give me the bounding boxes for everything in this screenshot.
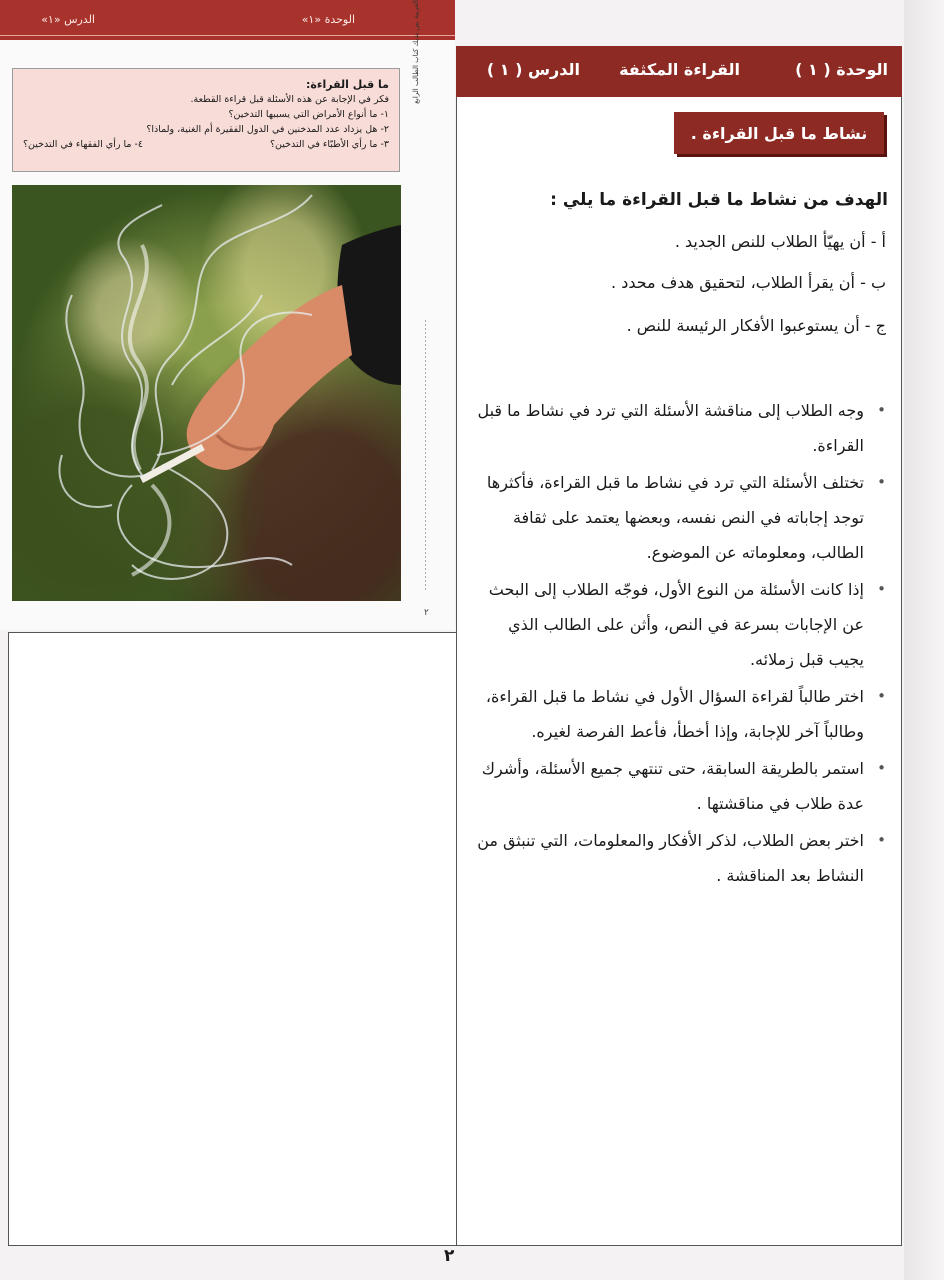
pre-reading-question-1: ١- ما أنواع الأمراض التي يسببها التدخين؟ — [228, 109, 389, 120]
bullet-icon: • — [877, 473, 886, 491]
list-item — [470, 679, 888, 749]
spine-dotted-line — [425, 320, 426, 590]
student-lesson-label: الدرس «١» — [41, 13, 95, 26]
cigarette-smoke-photo — [12, 185, 401, 601]
list-item — [470, 572, 888, 677]
instruction-list — [470, 393, 888, 895]
student-unit-label: الوحدة «١» — [301, 13, 355, 26]
bullet-icon: • — [877, 759, 886, 777]
lesson-label: الدرس ( ١ ) — [486, 60, 580, 79]
student-book-header — [0, 0, 455, 40]
activity-title: نشاط ما قبل القراءة . — [674, 112, 884, 154]
pre-reading-question-row — [23, 137, 389, 152]
page-number: ٢ — [444, 1246, 455, 1266]
pre-reading-question-4: ٤- ما رأي الفقهاء في التدخين؟ — [23, 139, 144, 150]
list-item-text: وجه الطلاب إلى مناقشة الأسئلة التي ترد في نشاط ما قبل القراءة. — [477, 401, 864, 455]
pre-reading-instruction: فكر في الإجابة عن هذه الأسئلة قبل قراءة القطعة. — [190, 94, 389, 105]
goal-heading: الهدف من نشاط ما قبل القراءة ما يلي : — [550, 190, 888, 210]
list-item-text: اختر بعض الطلاب، لذكر الأفكار والمعلومات، التي تنبثق من النشاط بعد المناقشة . — [477, 831, 864, 885]
unit-label: الوحدة ( ١ ) — [795, 60, 888, 79]
list-item — [470, 393, 888, 463]
pre-reading-title: ما قبل القراءة: — [305, 78, 389, 91]
list-item — [470, 751, 888, 821]
goal-item: ج - أن يستوعبوا الأفكار الرئيسة للنص . — [626, 316, 886, 335]
unit-title-bar — [456, 46, 902, 97]
smoke-illustration — [12, 185, 401, 601]
pre-reading-question-2: ٢- هل يزداد عدد المدخنين في الدول الفقيرة أم الغنية، ولماذا؟ — [146, 124, 389, 135]
goal-item: أ - أن يهيّأ الطلاب للنص الجديد . — [674, 232, 886, 251]
list-item — [470, 823, 888, 893]
goal-item: ب - أن يقرأ الطلاب، لتحقيق هدف محدد . — [611, 273, 886, 292]
list-item-text: تختلف الأسئلة التي ترد في نشاط ما قبل القراءة، فأكثرها توجد إجاباته في النص نفسه، وبعضها يعتمد على ثقافة الطالب، ومعلوماته عن الموضوع. — [486, 473, 864, 562]
bullet-icon: • — [877, 831, 886, 849]
pre-reading-box — [12, 68, 400, 172]
section-title: القراءة المكثفة — [619, 60, 740, 79]
student-book-page — [0, 0, 455, 630]
bullet-icon: • — [877, 687, 886, 705]
list-item — [470, 465, 888, 570]
notes-blank-panel — [8, 632, 458, 1246]
header-divider — [0, 35, 455, 36]
student-page-number: ٢ — [424, 608, 429, 618]
list-item-text: اختر طالباً لقراءة السؤال الأول في نشاط ما قبل القراءة، وطالباً آخر للإجابة، وإذا أخطأ، فأعط الفرصة لغيره. — [485, 687, 864, 741]
list-item-text: إذا كانت الأسئلة من النوع الأول، فوجّه الطلاب إلى البحث عن الإجابات بسرعة في النص، وأثن على الطالب الذي يجيب قبل زملائه. — [488, 580, 864, 669]
pre-reading-question-3: ٣- ما رأي الأطبّاء في التدخين؟ — [270, 139, 389, 150]
bullet-icon: • — [877, 401, 886, 419]
list-item-text: استمر بالطريقة السابقة، حتى تنتهي جميع الأسئلة، وأشرك عدة طلاب في مناقشتها . — [481, 759, 864, 813]
book-spine-text: العربية بين يديك كتاب الطالب الرابع — [412, 0, 420, 104]
bullet-icon: • — [877, 580, 886, 598]
page-edge-shadow — [904, 0, 944, 1280]
